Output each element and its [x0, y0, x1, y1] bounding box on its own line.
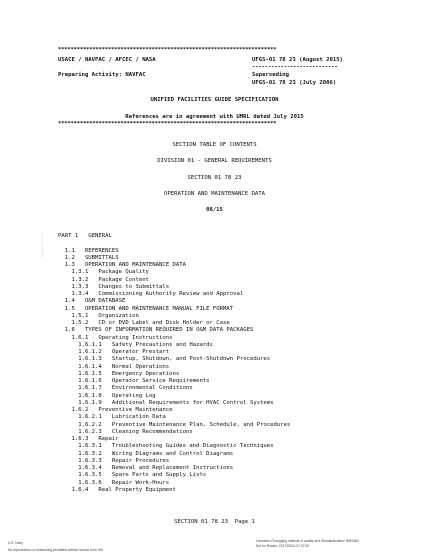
toc-entry: 1.6.1.3 Startup, Shutdown, and Post-Shutdown Procedures	[58, 356, 271, 363]
toc-entry: 1.6.2 Preventive Maintenance	[58, 407, 173, 413]
section-title: OPERATION AND MAINTENANCE DATA	[163, 191, 266, 197]
toc-entry: 1.6.1.8 Operating Log	[58, 392, 156, 399]
toc-entry: 1.6.1.6 Operator Service Requirements	[58, 378, 210, 384]
toc-entry: 1.6.3.3 Repair Procedures	[58, 457, 170, 464]
toc-entry: 1.6.3 Repair	[58, 436, 119, 442]
toc-entry: 1.6.1.2 Operator Prestart	[58, 349, 170, 355]
section-number: SECTION 01 78 23	[187, 175, 242, 181]
toc-entry: 1.3.1 Package Quality	[58, 269, 149, 276]
page-footer: SECTION 01 78 23 Page 1	[174, 519, 255, 525]
ufgs-superseded: UFGS-01 78 23 (July 2006)	[252, 80, 337, 86]
toc-entry: 1.3.3 Changes to Submittals	[58, 283, 170, 290]
preparing-activity: Preparing Activity: NAVFAC	[58, 72, 146, 78]
toc-entry: 1.3 OPERATION AND MAINTENANCE DATA	[58, 262, 186, 268]
toc-entry: 1.5.2 CD or DVD Label and Disk Holder or Case	[58, 320, 230, 326]
toc-entry: 1.3.2 Package Content	[58, 276, 149, 283]
toc-entry	[58, 240, 290, 247]
toc-entry: 1.6.3.1 Troubleshooting Guides and Diagnostic Techniques	[58, 443, 274, 450]
toc-entry: 1.1 REFERENCES	[58, 247, 119, 254]
agencies-text: USACE / NAVFAC / AFCEC / NASA	[58, 57, 156, 63]
toc-entry: 1.6.1 Operating Instructions	[58, 334, 173, 341]
section-date: 08/15	[206, 207, 223, 213]
toc-entry: 1.6.4 Real Property Equipment	[58, 486, 176, 493]
toc-heading: SECTION TABLE OF CONTENTS	[172, 142, 257, 148]
toc-entry: 1.5.1 Organization	[58, 312, 139, 319]
toc-entry: 1.6 TYPES OF INFORMATION REQUIRED IN O&M DATA PACKAGES	[58, 327, 254, 334]
fineprint-left-1: U.S. Navy	[8, 541, 23, 545]
toc-entry: 1.6.3.2 Wiring Diagrams and Control Diagrams	[58, 450, 234, 457]
toc-entry: 1.6.1.4 Normal Operations	[58, 363, 170, 370]
side-watermark: Copyright U.S. Navy	[40, 230, 44, 258]
ufgs-current: UFGS-01 78 23 (August 2015)	[252, 57, 343, 63]
header-dashes: ---------------------------	[252, 64, 338, 70]
toc-entry: 1.2 SUBMITTALS	[58, 254, 119, 261]
toc-entry: 1.6.1.7 Environmental Conditions	[58, 385, 193, 392]
header-stars-bottom: **********************************************************************	[58, 121, 277, 127]
division-line: DIVISION 01 - GENERAL REQUIREMENTS	[157, 158, 272, 164]
toc-entry: 1.4 O&M DATABASE	[58, 298, 126, 305]
fineprint-left-2: No reproduction or networking permitted without license from IHS	[8, 548, 104, 552]
fineprint-right-2: Not for Resale, 2017/05/31 07:37:00	[256, 544, 310, 548]
toc-entry: 1.6.1.9 Additional Requirements for HVAC Control Systems	[58, 399, 274, 406]
toc-entry: PART 1 GENERAL	[58, 233, 112, 239]
toc-entry: 1.6.3.6 Repair Work-Hours	[58, 479, 170, 486]
header-stars-top: **********************************************************************	[58, 47, 277, 53]
superseding-label: Superseding	[252, 72, 290, 78]
table-of-contents	[58, 233, 290, 494]
toc-entry: 1.6.2.3 Cleaning Recommendations	[58, 428, 193, 435]
toc-entry: 1.3.4 Commissioning Authority Review and Approval	[58, 291, 244, 297]
fineprint-right-1: Licensee=Chongqing Institute of quality and Standardization/ 5969380	[256, 539, 359, 543]
toc-entry: 1.6.3.4 Removal and Replacement Instructions	[58, 465, 234, 471]
toc-entry: 1.6.2.2 Preventive Maintenance Plan, Schedule, and Procedures	[58, 421, 291, 428]
toc-entry: 1.6.3.5 Spare Parts and Supply Lists	[58, 472, 207, 479]
toc-entry: 1.6.1.1 Safety Precautions and Hazards	[58, 341, 213, 348]
references-note: References are in agreement with UMRL dated July 2015	[125, 114, 304, 120]
toc-entry: 1.5 OPERATION AND MAINTENANCE MANUAL FILE FORMAT	[58, 305, 234, 312]
toc-entry: 1.6.2.1 Lubrication Data	[58, 414, 166, 421]
toc-entry: 1.6.1.5 Emergency Operations	[58, 370, 180, 377]
guide-title: UNIFIED FACILITIES GUIDE SPECIFICATION	[150, 97, 279, 103]
